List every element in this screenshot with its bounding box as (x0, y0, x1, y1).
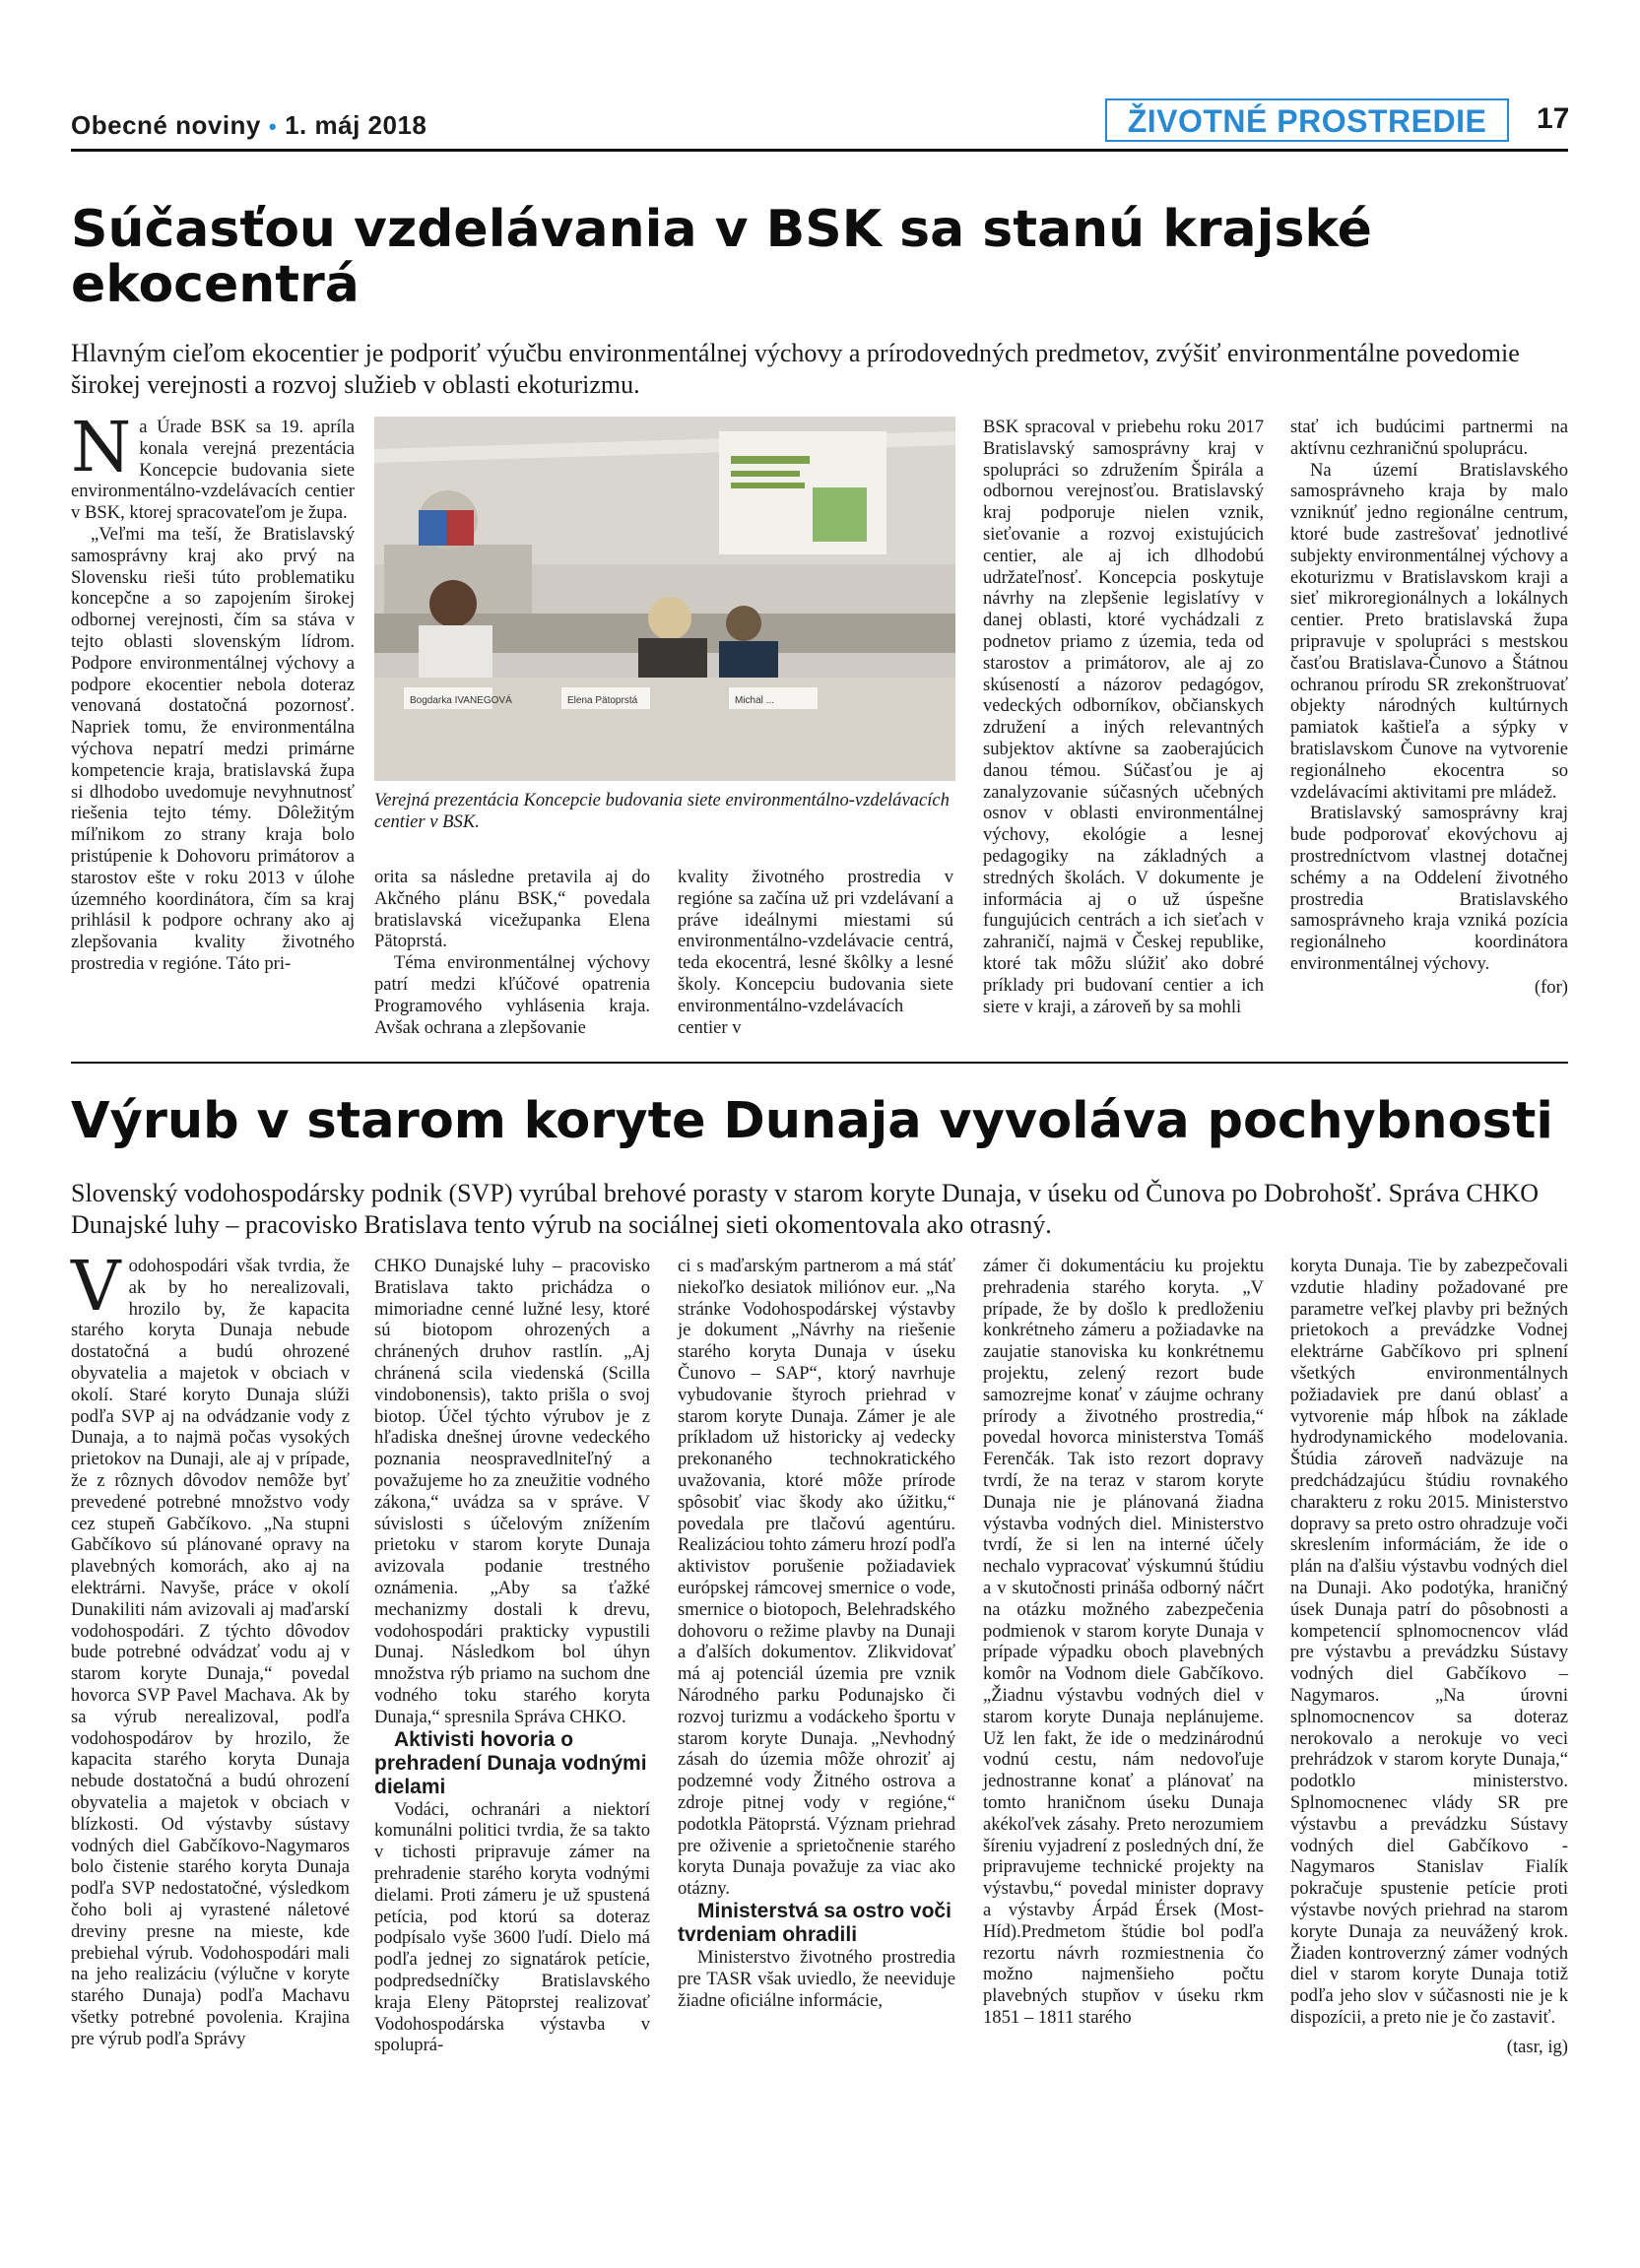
header-rule (71, 149, 1568, 152)
article1-col5-p3: Bratislavský samosprávny kraj bude podporovať ekovýchovu aj prostredníctvom vlastnej dotačnej schémy a na Oddelení životného prostredia Bratislavského samosprávneho kraja vzniká pozícia regionálneho koordinátora environmentálnej výchovy. (1290, 803, 1568, 974)
photo-nameplate-3: Michal ... (735, 695, 775, 706)
article2-subhead-2: Ministerstvá sa ostro voči tvrdeniam ohradili (678, 1899, 951, 1946)
article1-headline-line2: ekocentrá (71, 255, 360, 314)
photo-caption: Verejná prezentácia Koncepcie budovania siete environmentálno-vzdelávacích centier v BSK. (374, 790, 950, 832)
masthead (71, 110, 426, 141)
article1-column-1 (71, 407, 355, 975)
article2-column-3 (678, 1256, 955, 2011)
article1-col4-p1: BSK spracoval v priebehu roku 2017 Bratislavský samosprávny kraj v spolupráci so združením Špirála a odbornou verejnosťou. Bratislavský kraj podporuje nielen vznik, sieťovanie a rozvoj existujúcich centier, ale aj ich dlhodobú udržateľnosť. Koncepcia poskytuje návrhy na zlepšenie legislatívy v danej oblasti, ktoré vychádzali z podnetov priamo z územia, teda od starostov a primátorov, ale aj zo skúseností a názorov pedagógov, vedeckých odborníkov, občianskych združení a iných relevantných subjektov aktívne sa zaoberajúcich danou témou. Súčasťou je aj zanalyzovanie súčasných učebných osnov v oblasti environmentálnej výchovy, ekológie a lesnej pedagogiky na základných a stredných školách. V dokumente je informácia aj o už úspešne fungujúcich centrách a ich sieťach v zahraničí, najmä v Českej republike, ktoré tak môžu slúžiť ako dobré príklady pri budovaní centier a ich sieте v kraji, a zároveň by sa mohli (983, 417, 1264, 1017)
article2-dropcap: V (71, 1246, 121, 1327)
article2-col2-p1: CHKO Dunajské luhy – pracovisko Bratislava takto prichádza o mimoriadne cenné lužné lesy, ktoré sú biotopom ohrozených a chránených druhov rastlín. „Aj chránená scila viedenská (Scilla vindobonensis), takto prišla o svoj biotop. Účel týchto výrubov je z hľadiska dnešnej úrovne vedeckého poznania neospravedlniteľný a považujeme ho za zneužitie vodného zákona,“ uvádza sa v správe. V súvislosti s účelovým znížením prietoku v starom koryte Dunaja avizovala podanie trestného oznámenia. „Aby sa ťažké mechanizmy dostali k drevu, vodohospodári prakticky vypustili Dunaj. Následkom bol úhyn množstva rýb priamo na suchom dne vodného toku starého koryta Dunaja,“ spresnila Správa CHKO. (374, 1256, 650, 1727)
article2-column-4 (983, 1256, 1264, 2029)
article1-dropcap: N (71, 407, 132, 487)
article2-col5-p1: koryta Dunaja. Tie by zabezpečovali vzdutie hladiny požadované pre parametre veľkej plavby pri bežných prietokoch a prevádzke Vodnej elektrárne Gabčíkovo pri splnení všetkých environmentálnych požiadaviek pre danú oblasť a vytvorenie máp hĺbok na základe hydrodynamického modelovania. Štúdia zároveň nadväzuje na predchádzajúcu štúdiu rovnakého charakteru z roku 2015. Ministerstvo dopravy sa preto ostro ohradzuje voči skreslením informáciám, že ide o plán na ďalšiu výstavbu vodných diel na Dunaji. Ako podotýka, hraničný úsek Dunaja patrí do pôsobnosti a kompetencií splnomocnencov vlád pre výstavbu a prevádzku Sústavy vodných diel Gabčíkovo – Nagymaros. „Na úrovni splnomocnencov sa doteraz nerokovalo a nerokuje vo veci prehrádzok v starom koryte Dunaja,“ podotklo ministerstvo. Splnomocnenec vlády SR pre výstavbu a prevádzku Sústavy vodných diel Gabčíkovo - Nagymaros Stanislav Fialík pokračuje spustenie petície proti výstavbe nových priehrad na starom koryte Dunaja za neuvážený krok. Žiaden kontroverzný zámer vodných diel v starom koryte Dunaja totiž podľa jeho slov v súčasnosti nie je k dispozícii, a preto nie je čo zastaviť. (1290, 1256, 1568, 2028)
article2-column-5 (1290, 1256, 1568, 2057)
article1-headline-line1: Súčasťou vzdelávania v BSK sa stanú krajské (71, 200, 1372, 259)
article2-headline: Výrub v starom koryte Dunaja vyvoláva pochybnosti (71, 1092, 1553, 1150)
photo-nameplate-1: Bogdarka IVANEGOVÁ (410, 695, 512, 706)
section-label: ŽIVOTNÉ PROSTREDIE (1105, 98, 1509, 142)
separator-dot: • (268, 114, 278, 139)
article1-col1-p1: a Úrade BSK sa 19. apríla konala verejná prezentácia Koncepcie budovania siete environmentálno-vzdelávacích centier v BSK, ktorej spracovateľom je župa. (71, 417, 355, 524)
article1-signature: (for) (1534, 976, 1568, 998)
article1-col1-p2: „Veľmi ma teší, že Bratislavský samosprávny kraj ako prvý na Slovensku rieši túto problematiku koncepčne a so zapojením širokej odbornej verejnosti, čím sa stáva v tejto oblasti slovenským lídrom. Podpore environmentálnej výchovy a podpore ekocentier nebola doteraz venovaná dostatočná pozornosť. Napriek tomu, že environmentálna výchova nepatrí medzi primárne kompetencie kraja, bratislavská župa si dlhodobo uvedomuje nevyhnutnosť riešenia tejto témy. Dôležitým míľnikom zo strany kraja bolo pristúpenie k Dohovoru primátorov a starostov ešte v roku 2013 v úlohe územného koordinátora, čím sa kraj prihlásil k podpore ochrany ako aj zlepšovania kvality životného prostredia v regióne. Táto pri- (71, 523, 355, 974)
article-divider (71, 1062, 1568, 1064)
publication-name: Obecné noviny (71, 110, 261, 140)
page-number: 17 (1537, 102, 1570, 135)
article1-col2-p2: Téma environmentálnej výchovy patrí medzi kľúčové opatrenia Programového vyhlásenia kraja. Avšak ochrana a zlepšovanie (374, 952, 650, 1038)
article1-col3-p1: kvality životného prostredia v regióne sa začína už pri vzdelávaní a práve ideálnymi miestami sú environmentálno-vzdelávacie centrá, teda ekocentrá, lesné škôlky a lesné školy. Koncepciu budovania siete environmentálno-vzdelávacích centier v (678, 867, 953, 1038)
article1-col5-p2: Na území Bratislavského samosprávneho kraja by malo vzniknúť jedno regionálne centrum, ktoré bude zastrešovať jednotlivé subjekty environmentálnej výchovy a ekoturizmu v Bratislavskom kraji a sieť mikroregionálnych a lokálnych centier. Preto bratislavská župa pripravuje v spolupráci s mestskou časťou Bratislava-Čunovo a Štátnou ochranou prírodu SR zrekonštruovať objekty národných kultúrnych pamiatok kaštieľa a sýpky v bratislavskom Čunove na vytvorenie regionálneho ekocentra so vzdelávacími aktivitami pre mládež. (1290, 459, 1568, 803)
article2-col1-p1: odohospodári však tvrdia, že ak by ho nerealizovali, hrozilo by, že kapacita starého koryta Dunaja nebude dostatočná a budú ohrozené obyvatelia a majetok v obciach v okolí. Staré koryto Dunaja slúži podľa SVP aj na odvádzanie vody z Dunaja, a to najmä počas vysokých prietokov na Dunaji, ale aj v prípade, že z rôznych dôvodov nemôže byť prevedené potrebné množstvo vody cez stupeň Gabčíkovo. „Na stupni Gabčíkovo sú plánované opravy na plavebných komorách, ako aj na elektrárni. Navyše, práce v okolí Dunakiliti nám avizovali aj maďarskí vodohospodári. Z týchto dôvodov bude potrebné odvádzať vodu aj v starom koryte Dunaja,“ povedal hovorca SVP Pavel Machava. Ak by sa výrub nerealizoval, podľa vodohospodárov by hrozilo, že kapacita starého koryta Dunaja nebude dostatočná a budú ohrození obyvatelia a majetok v obciach v blízkosti. Od výstavby sústavy vodných diel Gabčíkovo-Nagymaros bolo čistenie starého koryta Dunaja podľa SVP nedostatočné, výsledkom čoho boli aj vyrastené náletové dreviny presne na mieste, kde prebiehal výrub. Vodohospodári mali na jeho realizáciu (výlučne v koryte starého Dunaja) podľa Machavu všetky potrebné povolenia. Krajina pre výrub podľa Správy (71, 1256, 350, 2049)
article1-column-4 (983, 417, 1264, 1017)
article1-column-3 (678, 867, 953, 1038)
article2-col3-p1: ci s maďarským partnerom a má stáť niekoľko desiatok miliónov eur. „Na stránke Vodohospodárskej výstavby je dokument „Návrhy na riešenie starého koryta Dunaja v úseku Čunovo – SAP“, ktorý navrhuje vybudovanie štyroch priehrad v starom koryte Dunaja. Zámer je ale príkladom už historicky aj vedecky prekonaného technokratického uvažovania, ktoré môže prírode spôsobiť viac škody ako úžitku,“ povedala pre tlačovú agentúru. Realizáciou tohto zámeru hrozí podľa aktivistov porušenie požiadaviek európskej rámcovej smernice o vode, smernice o biotopoch, Belehradského dohovoru o režime plavby na Dunaji a ďalších dokumentov. Zlikvidovať má aj potenciál územia pre vznik Národného parku Podunajsko či rozvoj turizmu a vodáckeho športu v starom koryte Dunaja. „Nevhodný zásah do územia môže ohroziť aj podzemné vody Žitného ostrova a zdroje pitnej vody v regióne,“ podotkla Pätoprstá. Význam priehrad pre oživenie a sprietočnenie starého koryta Dunaja považuje za viac ako otázny. (678, 1256, 955, 1900)
photo-nameplate-2: Elena Pätoprstá (567, 695, 638, 706)
article2-lead: Slovenský vodohospodársky podnik (SVP) vyrúbal brehové porasty v starom koryte Dunaja, v úseku od Čunova po Dobrohošť. Správa CHKO Dunajské luhy – pracovisko Bratislava tento výrub na sociálnej sieti okomentovala ako otrasný. (71, 1179, 1540, 1239)
article1-col5-p1: stať ich budúcimi partnermi na aktívnu cezhraničnú spoluprácu. (1290, 417, 1568, 459)
issue-date: 1. máj 2018 (285, 110, 427, 140)
article2-signature: (tasr, ig) (1506, 2036, 1568, 2057)
article2-col4-p1: zámer či dokumentáciu ku projektu prehradenia starého koryta. „V prípade, že by došlo k predloženiu konkrétneho zámeru a požiadavke na zaujatie stanoviska ku konkrétnemu projektu, zelený rezort bude samozrejme konať v záujme ochrany prírody a životného prostredia,“ povedal hovorca ministerstva Tomáš Ferenčák. Tak isto rezort dopravy tvrdí, že na teraz v starom koryte Dunaja nie je plánovaná žiadna výstavba vodných diel. Ministerstvo tvrdí, že si len na interné účely nechalo vypracovať výskumnú štúdiu a v skutočnosti prináša odborný náčrt na otázku možného zabezpečenia podmienok v starom koryte Dunaja v prípade výpadku oboch plavebných komôr na Vodnom diele Gabčíkovo. „Žiadnu výstavbu vodných diel v starom koryte Dunaja neplánujeme. Už len fakt, že ide o medzinárodnú vodnú cestu, nám nedovoľuje jednostranne konať a plánovať na tomto hraničnom úseku Dunaja akékoľvek zásahy. Preto nerozumiem šíreniu vyjadrení z posledných dní, že pripravujeme technické projekty na výstavbu,“ povedal minister dopravy a výstavby Árpád Érsek (Most-Híd).Predmetom štúdie bol podľa rezortu návrh rozmiestnenia čo možno najmenšieho počtu plavebných stupňov v úseku rkm 1851 – 1811 starého (983, 1256, 1264, 2028)
article1-column-2 (374, 867, 650, 1038)
article2-column-2 (374, 1256, 650, 2056)
article1-lead: Hlavným cieľom ekocentier je podporiť výučbu environmentálnej výchovy a prírodovedných predmetov, zvýšiť environmentálne povedomie širokej verejnosti a rozvoj služieb v oblasti ekoturizmu. (71, 339, 1520, 399)
article2-column-1 (71, 1246, 350, 2049)
article1-photo (374, 417, 955, 781)
article1-col2-p1: orita sa následne pretavila aj do Akčného plánu BSK,“ povedala bratislavská vicežupanka Elena Pätoprstá. (374, 867, 650, 952)
article2-col3-p2: Ministerstvo životného prostredia pre TASR však uviedlo, že neeviduje žiadne oficiálne informácie, (678, 1946, 955, 2011)
article1-headline (71, 202, 1568, 312)
article2-subhead-1: Aktivisti hovoria o prehradení Dunaja vodnými dielami (374, 1727, 647, 1798)
article1-column-5 (1290, 417, 1568, 999)
article2-col2-p2: Vodáci, ochranári a niektorí komunálni politici tvrdia, že sa takto v tichosti pripravuje zámer na prehradenie starého koryta vodnými dielami. Proti zámeru je už spustená petícia, pod ktorú sa doteraz podpísalo vyše 3600 ľudí. Dielo má podľa jednej zo signatárok petície, podpredsedníčky Bratislavského kraja Eleny Pätoprstej realizovať Vodohospodárska výstavba v spoluprá- (374, 1798, 650, 2056)
page-header (71, 98, 1568, 150)
